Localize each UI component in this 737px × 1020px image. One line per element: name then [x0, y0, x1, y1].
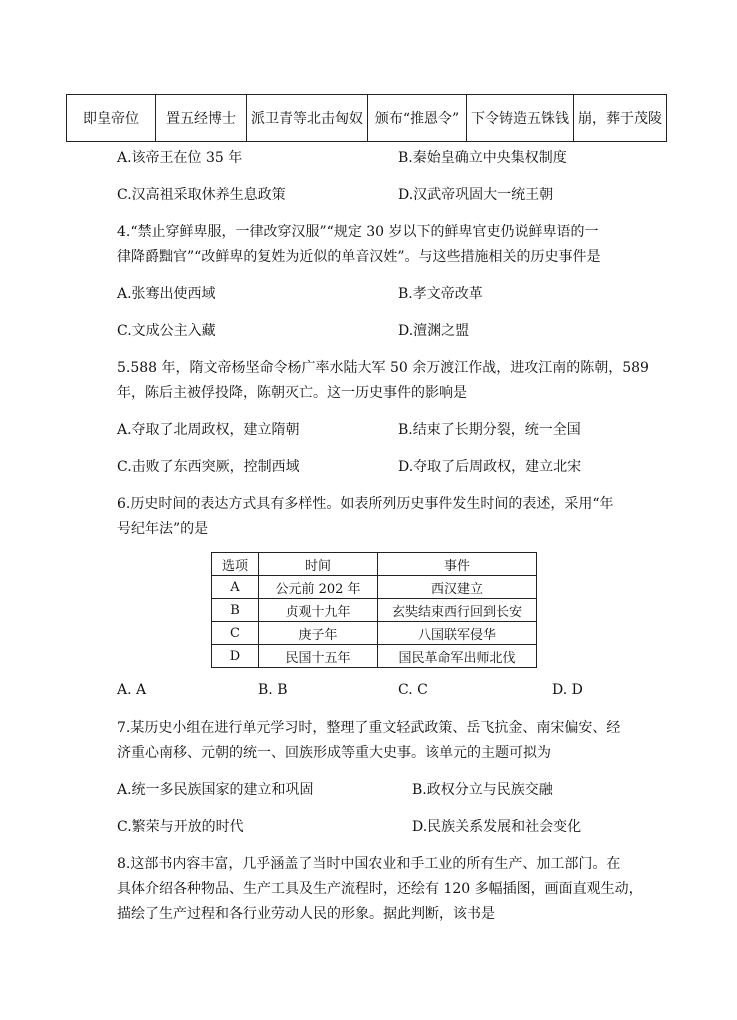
q6-stem-line-2: 号纪年法”的是 [117, 521, 209, 537]
table-header-row [212, 553, 537, 576]
q7-option-b: B.政权分立与民族交融 [412, 782, 553, 798]
q5-stem-line-2: 年，陈后主被俘投降，陈朝灭亡。这一历史事件的影响是 [117, 385, 467, 401]
q8-stem-line-2: 具体介绍各种物品、生产工具及生产流程时，还绘有 120 多幅插图，画面直观生动， [117, 881, 643, 897]
q3-option-b: B.秦始皇确立中央集权制度 [398, 150, 567, 166]
table-cell: 贞观十九年 [259, 599, 378, 622]
table-cell: 公元前 202 年 [259, 576, 378, 599]
table-cell: A [212, 576, 259, 599]
table-cell: 西汉建立 [378, 576, 537, 599]
reign-event-cell: 派卫青等北击匈奴 [247, 95, 368, 142]
reign-event-cell: 颁布“推恩令” [368, 95, 467, 142]
q4-option-c: C.文成公主入藏 [117, 323, 216, 339]
q6-option-a: A. A [117, 682, 147, 698]
q3-option-d: D.汉武帝巩固大一统王朝 [398, 187, 554, 203]
q8-stem-line-1: 8.这部书内容丰富，几乎涵盖了当时中国农业和手工业的所有生产、加工部门。在 [117, 856, 621, 872]
reign-events-table [66, 94, 667, 142]
reign-event-cell: 置五经博士 [156, 95, 247, 142]
q5-option-a: A.夺取了北周政权，建立隋朝 [117, 422, 300, 438]
q5-stem-line-1: 5.588 年，隋文帝杨坚命令杨广率水陆大军 50 余万渡江作战，进攻江南的陈朝，589 [117, 360, 649, 376]
table-header-cell: 选项 [212, 553, 259, 576]
reign-event-cell: 即皇帝位 [67, 95, 156, 142]
reign-event-cell: 崩，葬于茂陵 [574, 95, 667, 142]
table-cell: C [212, 622, 259, 645]
q5-option-b: B.结束了长期分裂，统一全国 [398, 422, 581, 438]
table-row [212, 645, 537, 668]
table-cell: 庚子年 [259, 622, 378, 645]
table-cell: D [212, 645, 259, 668]
q4-stem-line-1: 4.“禁止穿鲜卑服，一律改穿汉服”“规定 30 岁以下的鲜卑官吏仍说鲜卑语的一 [117, 224, 599, 240]
table-row [212, 576, 537, 599]
table-cell: B [212, 599, 259, 622]
q6-option-b: B. B [258, 682, 288, 698]
q6-option-c: C. C [398, 682, 428, 698]
table-cell: 国民革命军出师北伐 [378, 645, 537, 668]
q3-option-c: C.汉高祖采取休养生息政策 [117, 187, 286, 203]
q7-option-a: A.统一多民族国家的建立和巩固 [117, 782, 314, 798]
q7-option-d: D.民族关系发展和社会变化 [412, 819, 582, 835]
reign-event-cell: 下令铸造五铢钱 [467, 95, 574, 142]
q8-stem-line-3: 描绘了生产过程和各行业劳动人民的形象。据此判断，该书是 [117, 906, 495, 922]
q7-option-c: C.繁荣与开放的时代 [117, 819, 244, 835]
table-header-cell: 时间 [259, 553, 378, 576]
dating-methods-table [211, 552, 537, 668]
q4-option-d: D.澶渊之盟 [398, 323, 470, 339]
table-cell: 八国联军侵华 [378, 622, 537, 645]
q6-stem-line-1: 6.历史时间的表达方式具有多样性。如表所列历史事件发生时间的表述，采用“年 [117, 496, 614, 512]
q5-option-c: C.击败了东西突厥，控制西域 [117, 459, 300, 475]
q6-option-d: D. D [552, 682, 583, 698]
q3-option-a: A.该帝王在位 35 年 [117, 150, 243, 166]
table-header-cell: 事件 [378, 553, 537, 576]
table-row [212, 599, 537, 622]
q4-stem-line-2: 律降爵黜官”“改鲜卑的复姓为近似的单音汉姓”。与这些措施相关的历史事件是 [117, 249, 601, 265]
table-cell: 民国十五年 [259, 645, 378, 668]
q7-stem-line-2: 济重心南移、元朝的统一、回族形成等重大史事。该单元的主题可拟为 [117, 745, 551, 761]
q4-option-a: A.张骞出使西域 [117, 286, 216, 302]
table-cell: 玄奘结束西行回到长安 [378, 599, 537, 622]
q4-option-b: B.孝文帝改革 [398, 286, 483, 302]
q5-option-d: D.夺取了后周政权，建立北宋 [398, 459, 582, 475]
table-row [212, 622, 537, 645]
q7-stem-line-1: 7.某历史小组在进行单元学习时，整理了重文轻武政策、岳飞抗金、南宋偏安、经 [117, 720, 621, 736]
